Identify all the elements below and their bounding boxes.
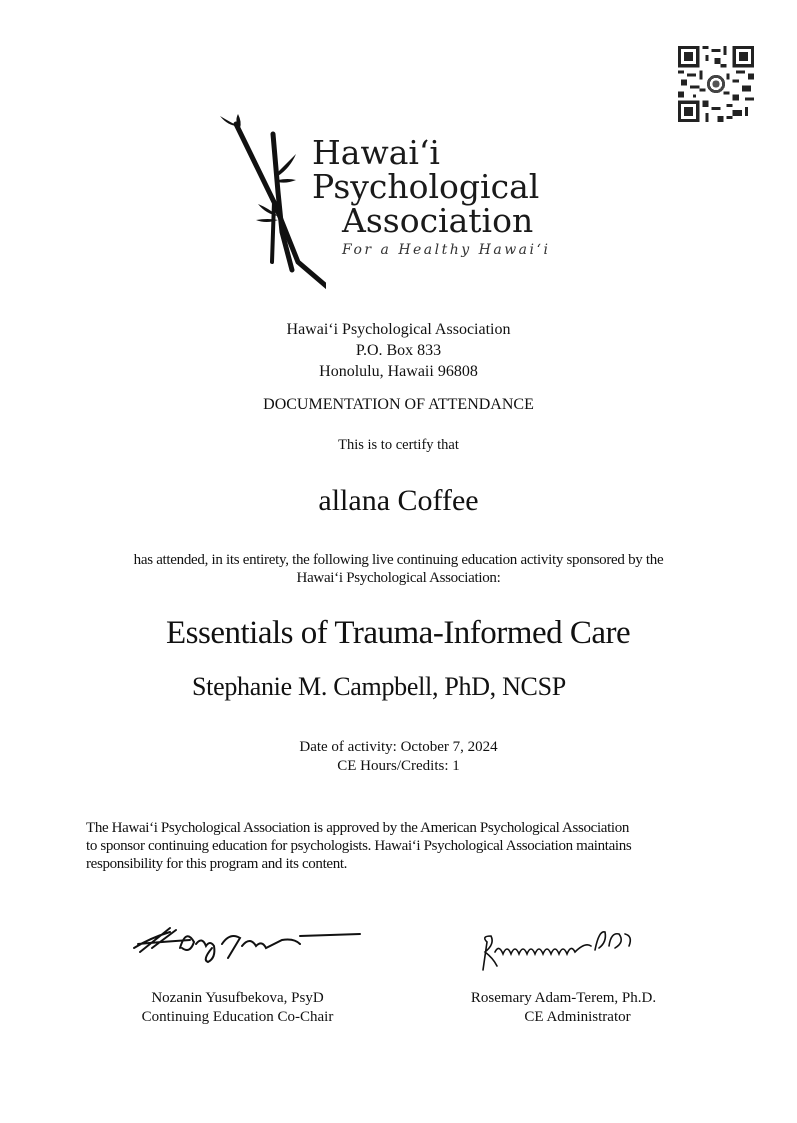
qr-code-icon (678, 46, 754, 122)
attendance-statement (0, 551, 797, 587)
logo-line-2: Psychological (312, 167, 540, 206)
hpa-logo (216, 112, 561, 312)
signer-1-role: Continuing Education Co-Chair (141, 1009, 334, 1025)
document-title: DOCUMENTATION OF ATTENDANCE (263, 396, 534, 413)
ce-hours: CE Hours/Credits: 1 (337, 758, 460, 774)
org-address (0, 319, 797, 382)
approval-line-3: responsibility for this program and its content. (86, 856, 348, 872)
logo-line-1: Hawaiʻi (312, 133, 440, 172)
signer-2-role: CE Administrator (524, 1009, 631, 1025)
approval-statement (86, 819, 726, 873)
approval-line-1: The Hawai‘i Psychological Association is approved by the American Psychological Association (86, 820, 630, 836)
certify-text: This is to certify that (338, 437, 459, 453)
org-name: Hawai‘i Psychological Association (286, 321, 511, 338)
attendance-line-2: Hawai‘i Psychological Association: (296, 570, 501, 586)
presenter-name: Stephanie M. Campbell, PhD, NCSP (192, 672, 566, 701)
attendee-name: allana Coffee (318, 484, 479, 517)
address-line-1: P.O. Box 833 (355, 342, 442, 359)
address-line-2: Honolulu, Hawaii 96808 (319, 363, 478, 380)
signature-2-icon (475, 922, 640, 974)
approval-line-2: to sponsor continuing education for psychologists. Hawai‘i Psychological Association maintains (86, 838, 632, 854)
bamboo-logo-icon (216, 112, 326, 312)
logo-line-3: Association (342, 201, 534, 240)
course-title: Essentials of Trauma-Informed Care (166, 615, 631, 651)
signer-1-name: Nozanin Yusufbekova, PsyD (151, 990, 324, 1006)
logo-tagline: For a Healthy Hawaiʻi (342, 242, 551, 258)
signature-block-1 (110, 989, 365, 1027)
signer-2-name: Rosemary Adam-Terem, Ph.D. (470, 990, 657, 1006)
date-of-activity: Date of activity: October 7, 2024 (299, 739, 498, 755)
activity-details (0, 738, 797, 776)
signature-block-2 (436, 989, 691, 1027)
signature-1-icon (130, 918, 365, 968)
attendance-line-1: has attended, in its entirety, the following live continuing education activity sponsored by the (133, 552, 664, 568)
